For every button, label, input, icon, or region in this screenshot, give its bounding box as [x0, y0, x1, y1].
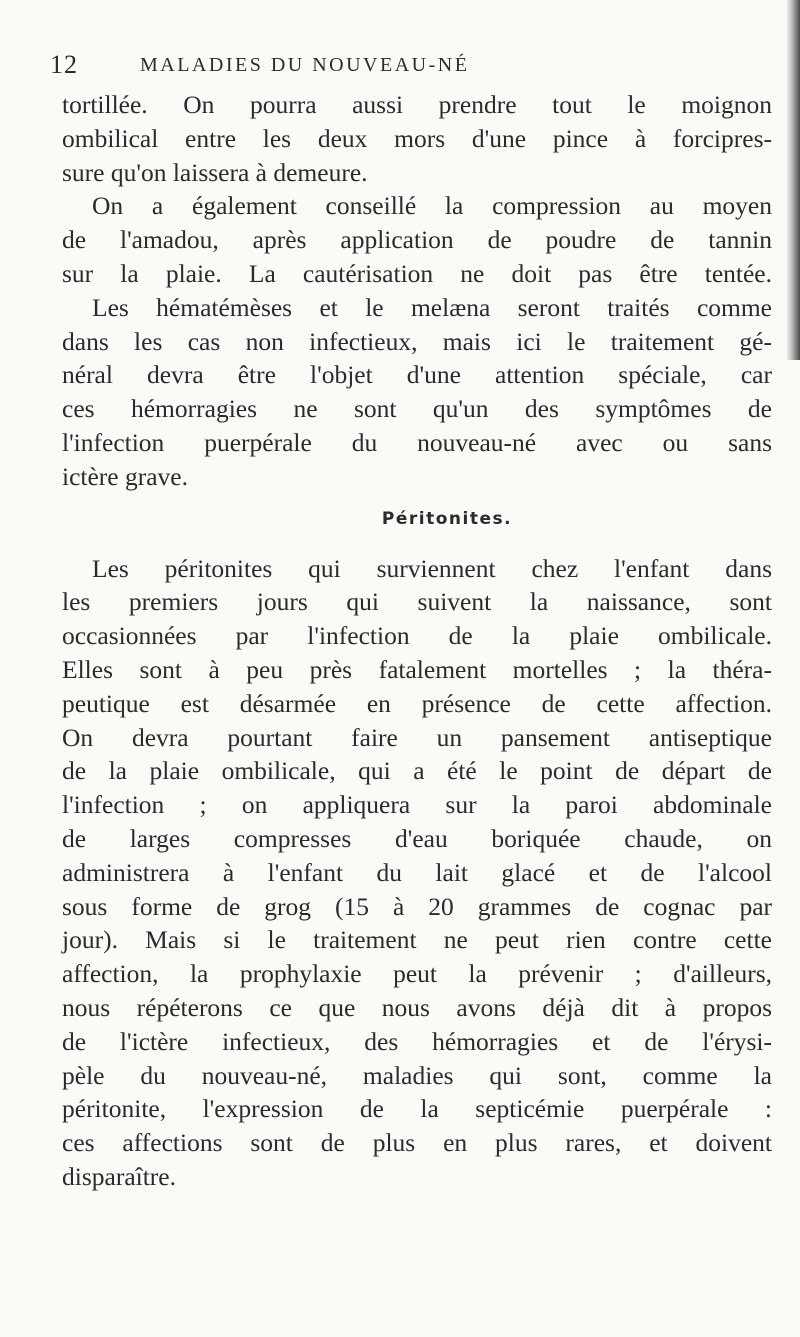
text-line: pèle du nouveau-né, maladies qui sont, comme la [62, 1060, 772, 1090]
text-line: dans les cas non infectieux, mais ici le traitement gé- [62, 326, 772, 356]
text-line: ces hémorragies ne sont qu'un des symptômes de [62, 394, 772, 424]
text-line: jour). Mais si le traitement ne peut rien contre cette [62, 925, 772, 955]
text-line: l'infection puerpérale du nouveau-né avec ou sans [62, 427, 772, 457]
text-line: Les péritonites qui surviennent chez l'enfant dans [92, 553, 772, 583]
paragraph-3 [62, 291, 772, 494]
running-head: MALADIES DU NOUVEAU-NÉ [140, 54, 470, 76]
text-line: tortillée. On pourra aussi prendre tout le moignon [62, 90, 772, 119]
text-line: On a également conseillé la compression au moyen [92, 191, 772, 221]
text-line: les premiers jours qui suivent la naissance, sont [62, 587, 772, 617]
text-line: sur la plaie. La cautérisation ne doit pas être tentée. [62, 258, 772, 288]
text-line: peutique est désarmée en présence de cette affection. [62, 688, 772, 718]
text-line: On devra pourtant faire un pansement antiseptique [62, 722, 772, 752]
text-line: affection, la prophylaxie peut la prévenir ; d'ailleurs, [62, 959, 772, 989]
page-header [50, 50, 770, 84]
text-line: Elles sont à peu près fatalement mortelles ; la théra- [62, 654, 772, 684]
paragraph-1 [62, 88, 772, 189]
text-line: administrera à l'enfant du lait glacé et de l'alcool [62, 857, 772, 887]
text-line: de larges compresses d'eau boriquée chaude, on [62, 823, 772, 853]
paragraph-2 [62, 189, 772, 290]
text-line: l'infection ; on appliquera sur la paroi abdominale [62, 790, 772, 820]
text-line: péritonite, l'expression de la septicémie puerpérale : [62, 1094, 772, 1124]
text-line: néral devra être l'objet d'une attention spéciale, car [62, 360, 772, 390]
text-line: ictère grave. [62, 461, 188, 491]
section-title: Péritonites. [381, 508, 513, 529]
text-line: de la plaie ombilicale, qui a été le point de départ de [62, 756, 772, 786]
page-number: 12 [50, 50, 78, 79]
paragraph-4 [62, 552, 772, 1194]
text-line: nous répéterons ce que nous avons déjà dit à propos [62, 992, 772, 1022]
text-line: Les hématémèses et le melæna seront traités comme [92, 292, 772, 322]
text-line: disparaître. [62, 1161, 176, 1191]
text-line: ombilical entre les deux mors d'une pince à forcipres- [62, 123, 772, 153]
body-text [62, 88, 772, 1194]
text-line: sure qu'on laissera à demeure. [62, 157, 368, 187]
page-edge-shadow [786, 0, 800, 360]
text-line: ces affections sont de plus en plus rares, et doivent [62, 1128, 772, 1158]
text-line: de l'ictère infectieux, des hémorragies et de l'érysi- [62, 1026, 772, 1056]
text-line: occasionnées par l'infection de la plaie ombilicale. [62, 621, 772, 651]
text-line: de l'amadou, après application de poudre de tannin [62, 225, 772, 255]
text-line: sous forme de grog (15 à 20 grammes de cognac par [62, 891, 772, 921]
